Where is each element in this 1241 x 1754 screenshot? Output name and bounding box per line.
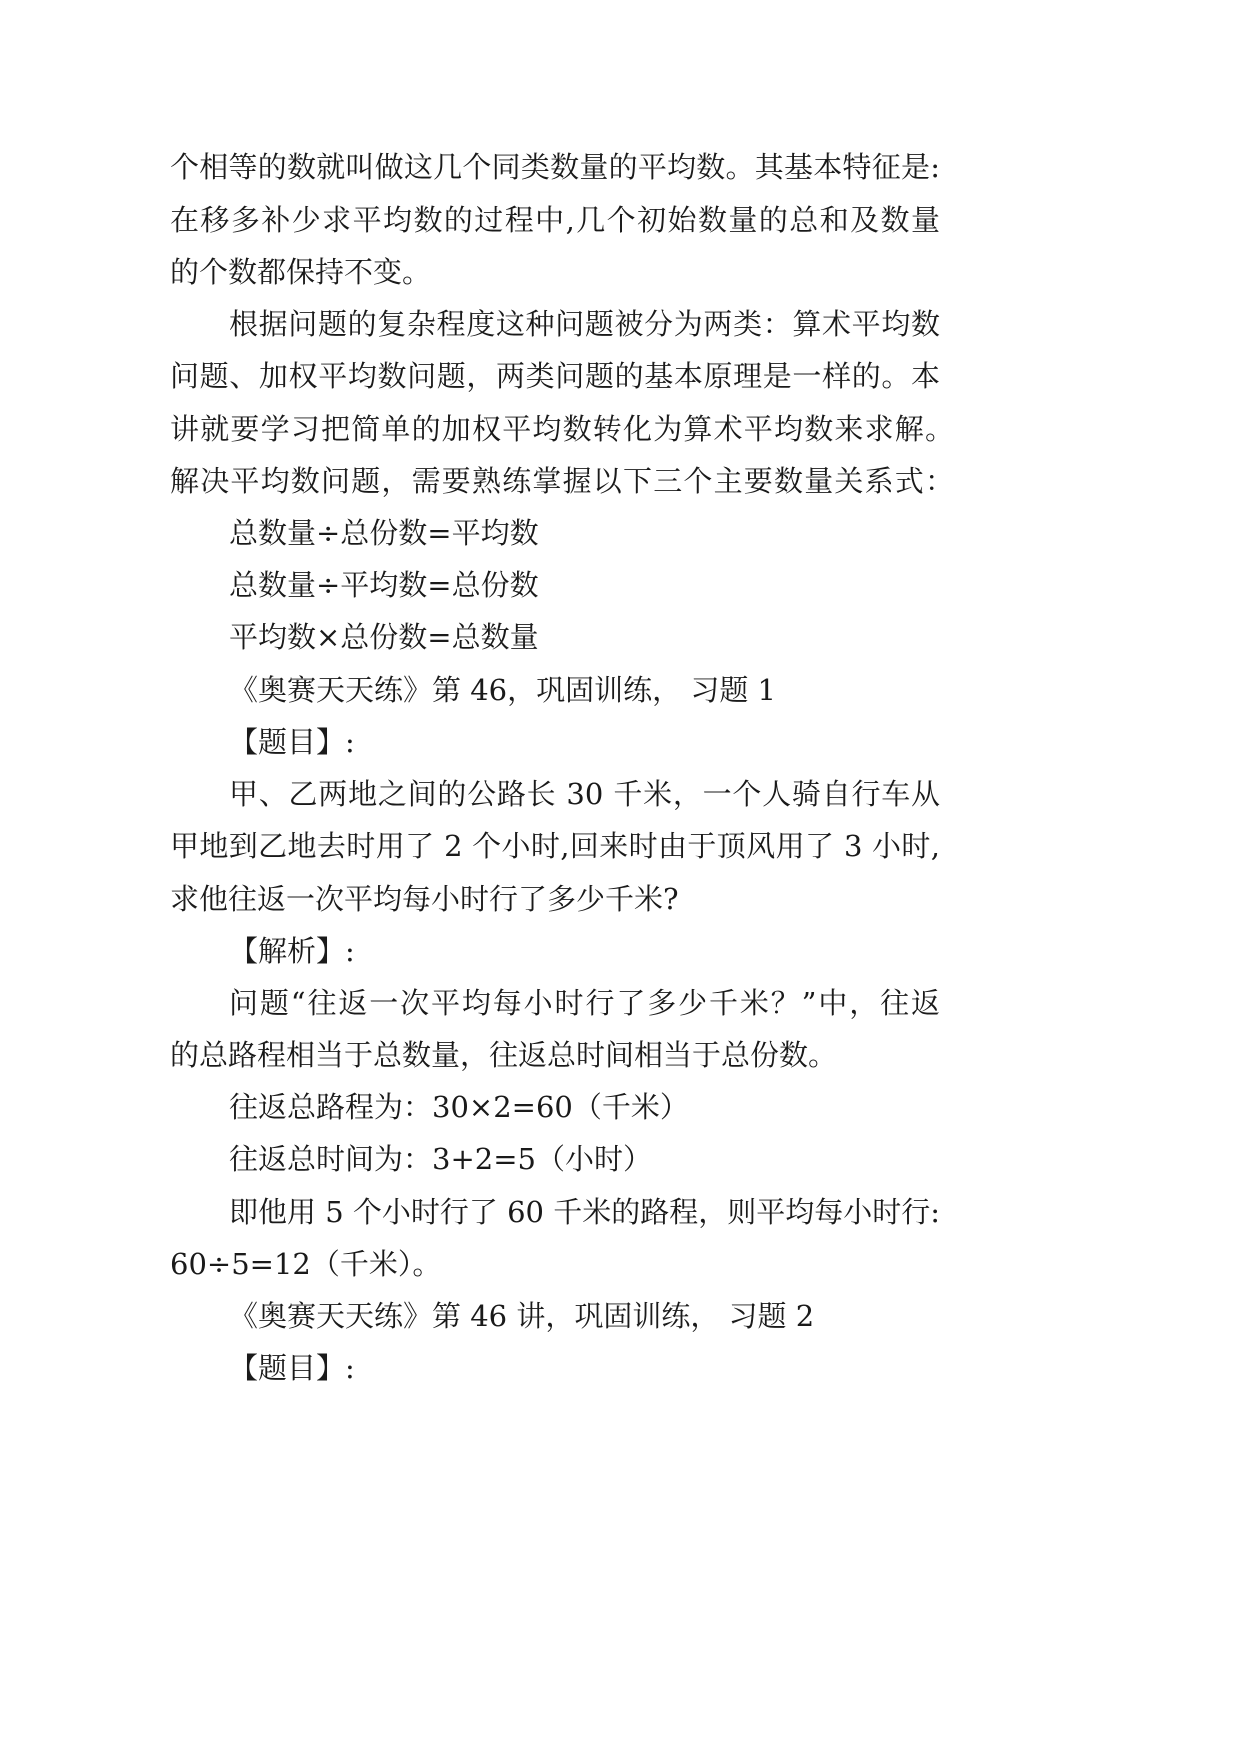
section-label: 【题目】: (229, 725, 355, 759)
text-line: 问题“往返一次平均每小时行了多少千米？”中，往返 (229, 986, 940, 1020)
exercise-heading: 《奥赛天天练》第 46 讲，巩固训练， 习题 2 (229, 1299, 815, 1333)
text-line: 解决平均数问题，需要熟练掌握以下三个主要数量关系式： (170, 464, 954, 498)
text-line: 在移多补少求平均数的过程中,几个初始数量的总和及数量 (170, 203, 940, 237)
formula-line: 平均数×总份数=总数量 (229, 620, 539, 654)
text-line: 的总路程相当于总数量，往返总时间相当于总份数。 (170, 1038, 838, 1072)
exercise-heading: 《奥赛天天练》第 46，巩固训练， 习题 1 (229, 673, 777, 707)
text-line: 讲就要学习把简单的加权平均数转化为算术平均数来求解。 (170, 412, 954, 446)
text-line: 的个数都保持不变。 (170, 255, 432, 289)
text-line: 甲、乙两地之间的公路长 30 千米，一个人骑自行车从 (229, 777, 940, 811)
text-line: 根据问题的复杂程度这种问题被分为两类：算术平均数 (229, 307, 940, 341)
text-line: 甲地到乙地去时用了 2 个小时,回来时由于顶风用了 3 小时, (170, 829, 940, 863)
formula-line: 总数量÷总份数=平均数 (229, 516, 539, 550)
text-line: 求他往返一次平均每小时行了多少千米? (170, 882, 679, 916)
formula-line: 往返总路程为：30×2=60（千米） (229, 1090, 689, 1124)
section-label: 【解析】: (229, 934, 355, 968)
formula-line: 60÷5=12（千米）。 (170, 1247, 442, 1281)
text-line: 问题、加权平均数问题，两类问题的基本原理是一样的。本 (170, 359, 940, 393)
text-line: 个相等的数就叫做这几个同类数量的平均数。其基本特征是: (170, 150, 940, 184)
section-label: 【题目】: (229, 1351, 355, 1385)
formula-line: 总数量÷平均数=总份数 (229, 568, 539, 602)
formula-line: 往返总时间为：3+2=5（小时） (229, 1142, 652, 1176)
text-line: 即他用 5 个小时行了 60 千米的路程，则平均每小时行: (229, 1195, 940, 1229)
